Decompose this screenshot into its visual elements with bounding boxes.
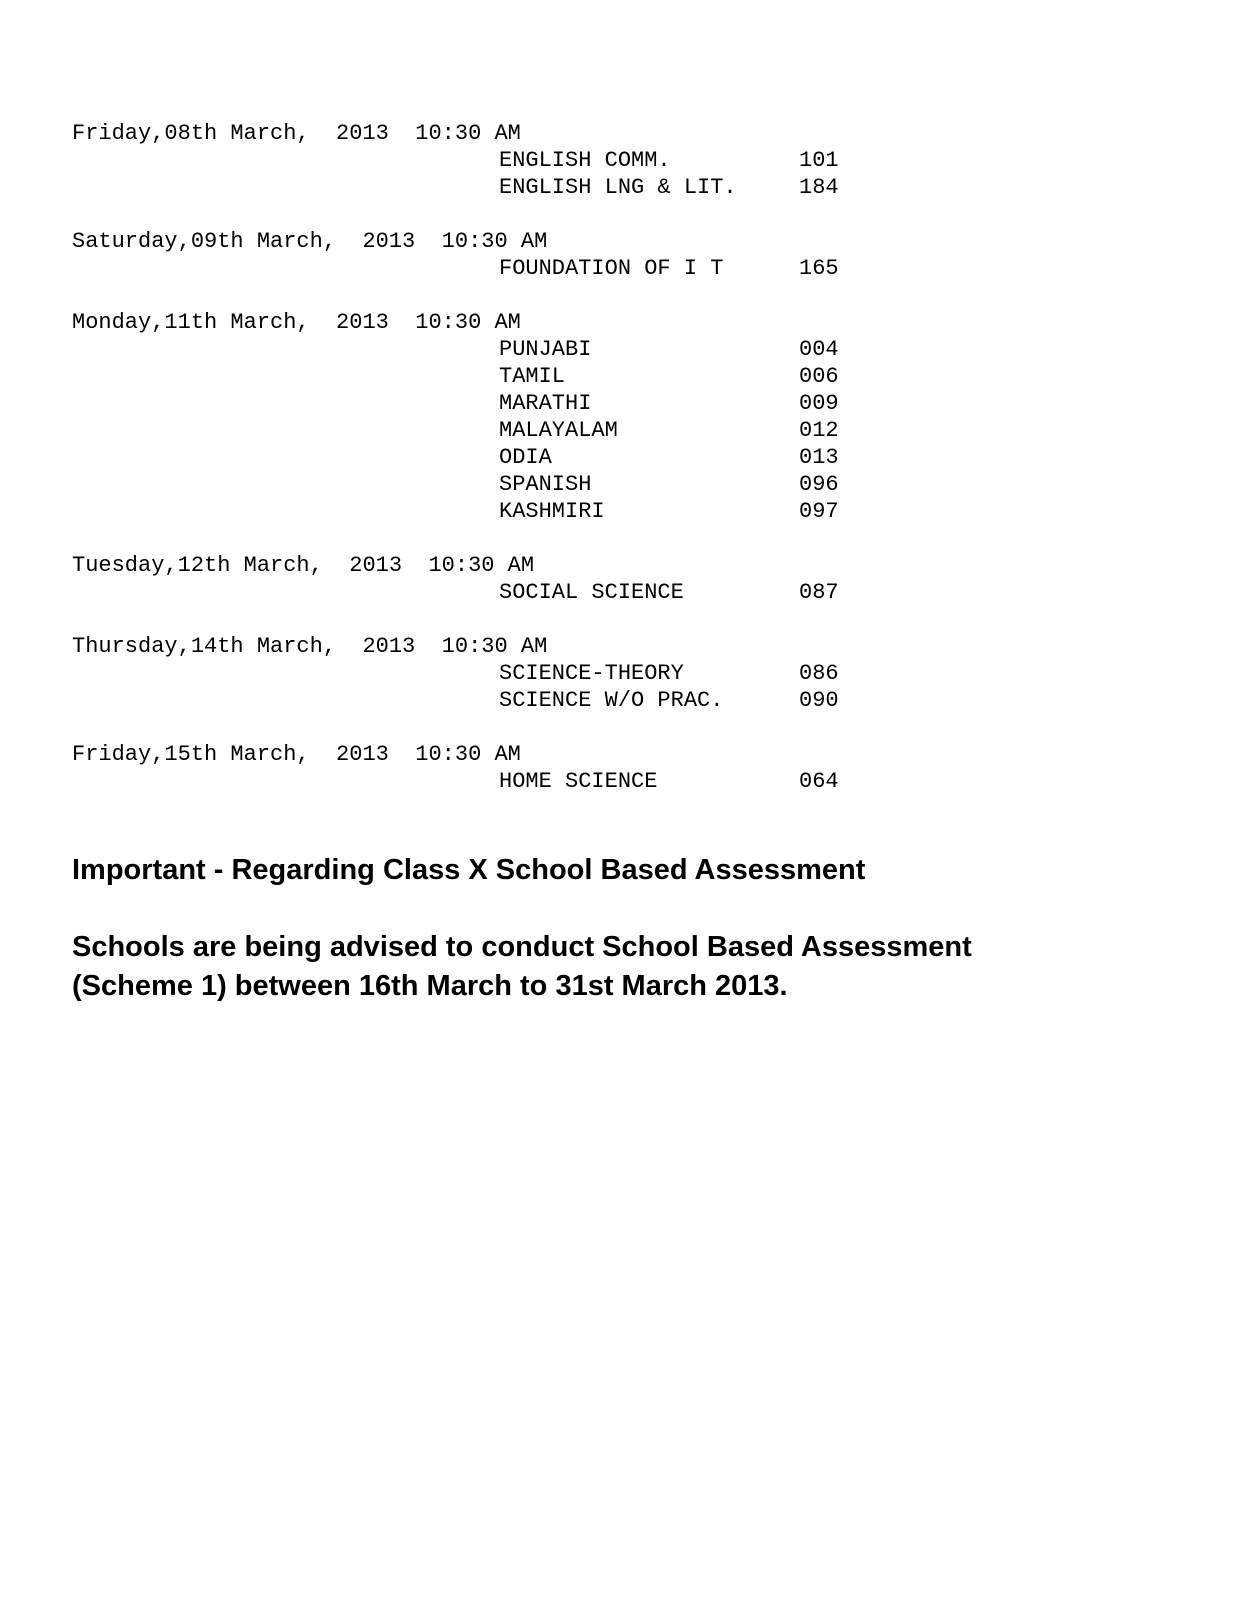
- schedule-day: [72, 741, 972, 795]
- subject-row: [72, 336, 972, 363]
- subject-code: 090: [799, 688, 839, 713]
- subject-name: SCIENCE-THEORY: [499, 661, 684, 686]
- subject-name: ENGLISH LNG & LIT.: [499, 175, 737, 200]
- subject-row: [72, 687, 972, 714]
- subject-row: [72, 417, 972, 444]
- subject-code: 009: [799, 391, 839, 416]
- subject-name: MALAYALAM: [499, 418, 618, 443]
- schedule-day: [72, 633, 972, 714]
- subject-name: PUNJABI: [499, 337, 592, 362]
- schedule-day: [72, 228, 972, 282]
- notice-heading: Important - Regarding Class X School Based Assessment: [72, 854, 866, 886]
- exam-date-time: Friday,15th March, 2013 10:30 AM: [72, 742, 521, 767]
- subject-code: 004: [799, 337, 839, 362]
- subject-row: [72, 255, 972, 282]
- exam-date-time: Saturday,09th March, 2013 10:30 AM: [72, 229, 548, 254]
- subject-name: SCIENCE W/O PRAC.: [499, 688, 724, 713]
- subject-code: 012: [799, 418, 839, 443]
- exam-date-time: Thursday,14th March, 2013 10:30 AM: [72, 634, 548, 659]
- schedule-day: [72, 309, 972, 525]
- subject-name: MARATHI: [499, 391, 592, 416]
- schedule-day: [72, 552, 972, 606]
- schedule-day: [72, 120, 972, 201]
- subject-code: 064: [799, 769, 839, 794]
- subject-code: 086: [799, 661, 839, 686]
- subject-name: ENGLISH COMM.: [499, 148, 671, 173]
- subject-code: 096: [799, 472, 839, 497]
- subject-code: 101: [799, 148, 839, 173]
- subject-name: KASHMIRI: [499, 499, 605, 524]
- exam-date-time: Friday,08th March, 2013 10:30 AM: [72, 121, 521, 146]
- notice-body: Schools are being advised to conduct School Based Assessment (Scheme 1) between 16th March to 31st March 2013.: [72, 931, 972, 1002]
- subject-row: [72, 444, 972, 471]
- exam-schedule: [72, 120, 972, 822]
- subject-row: [72, 768, 972, 795]
- subject-code: 006: [799, 364, 839, 389]
- subject-row: [72, 498, 972, 525]
- subject-row: [72, 147, 972, 174]
- exam-date-time: Tuesday,12th March, 2013 10:30 AM: [72, 553, 535, 578]
- subject-code: 087: [799, 580, 839, 605]
- subject-name: HOME SCIENCE: [499, 769, 658, 794]
- subject-name: SPANISH: [499, 472, 592, 497]
- exam-date-time: Monday,11th March, 2013 10:30 AM: [72, 310, 521, 335]
- subject-name: ODIA: [499, 445, 552, 470]
- subject-row: [72, 174, 972, 201]
- subject-row: [72, 390, 972, 417]
- subject-code: 165: [799, 256, 839, 281]
- important-notice: [72, 850, 1172, 1006]
- subject-name: FOUNDATION OF I T: [499, 256, 724, 281]
- subject-row: [72, 363, 972, 390]
- subject-code: 013: [799, 445, 839, 470]
- subject-name: TAMIL: [499, 364, 566, 389]
- subject-name: SOCIAL SCIENCE: [499, 580, 684, 605]
- subject-code: 184: [799, 175, 839, 200]
- subject-row: [72, 471, 972, 498]
- subject-row: [72, 579, 972, 606]
- subject-row: [72, 660, 972, 687]
- subject-code: 097: [799, 499, 839, 524]
